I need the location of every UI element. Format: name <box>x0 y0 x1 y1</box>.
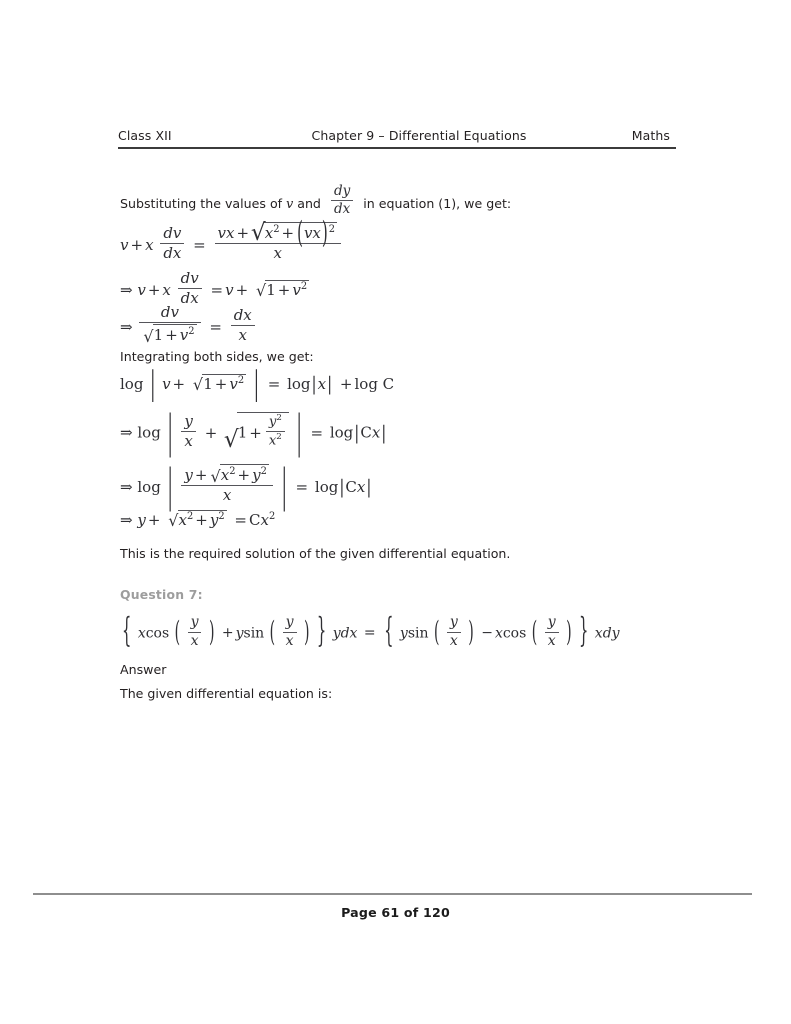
footer-divider <box>33 893 752 895</box>
page-number: Page 61 of 120 <box>341 905 450 920</box>
question-label: Question 7: <box>120 587 203 602</box>
equation-implies-v-plus-x-dvdx: ⇒ v + x $\frac{dv}{dx}$ = v + √ $1 + v^2$ <box>120 269 308 307</box>
equation-log-abs-fraction-y-plus-sqrt-over-x: ⇒ log | y + √ $x^2 + y^2$ x | = log|Cx| <box>120 459 372 513</box>
equation-y-plus-sqrt-equals-Cx-squared: ⇒ y + √ $x^2 + y^2 = Cx^2$ <box>120 511 276 531</box>
equation-log-abs-yx-plus-sqrt: ⇒ log | $\frac{y}{x}$ + √ 1 + $\frac{y^2}{x^2}$ | = log|Cx| <box>120 404 387 459</box>
given-equation-sentence: The given differential equation is: <box>120 686 333 701</box>
header-subject-label: Maths <box>631 128 670 143</box>
integrating-sentence: Integrating both sides, we get: <box>120 349 314 364</box>
answer-label: Answer <box>120 662 167 677</box>
header-chapter-title: Chapter 9 – Differential Equations <box>311 128 527 143</box>
page-header <box>118 128 676 143</box>
equation-log-abs-v-plus-sqrt: log | v + √ $1 + v^2$ | = log|x| + log C <box>120 363 395 404</box>
solution-sentence: This is the required solution of the given differential equation. <box>120 546 511 561</box>
inline-dydx-fraction: $\frac{dy}{dx}$ <box>329 184 355 217</box>
intro-text-before: Substituting the values of <box>120 196 283 212</box>
equation-question-7: { xcos ( $\frac{y}{x}$ ) + ysin ( $\frac{y}{x}$ ) } ydx = { ysin ( $\frac{y}{x}$ ) − xcos ( $\frac{y}{x}$ ) } xdy <box>122 612 620 652</box>
intro-text-after: in equation (1), we get: <box>363 196 512 212</box>
equation-dv-over-sqrt-equals-dx-over-x: ⇒ dv √ $1 + v^2$ = $\frac{dx}{x}$ <box>120 304 257 344</box>
intro-sentence <box>120 183 512 219</box>
intro-text-and: and <box>297 196 321 212</box>
intro-variable-v: v <box>286 196 294 212</box>
header-class-label: Class XII <box>118 128 172 143</box>
equation-v-plus-x-dvdx: v + x $\frac{dv}{dx}$ = vx + √ $x^2 + (vx)^2$ x <box>120 222 343 262</box>
header-divider <box>118 147 676 149</box>
